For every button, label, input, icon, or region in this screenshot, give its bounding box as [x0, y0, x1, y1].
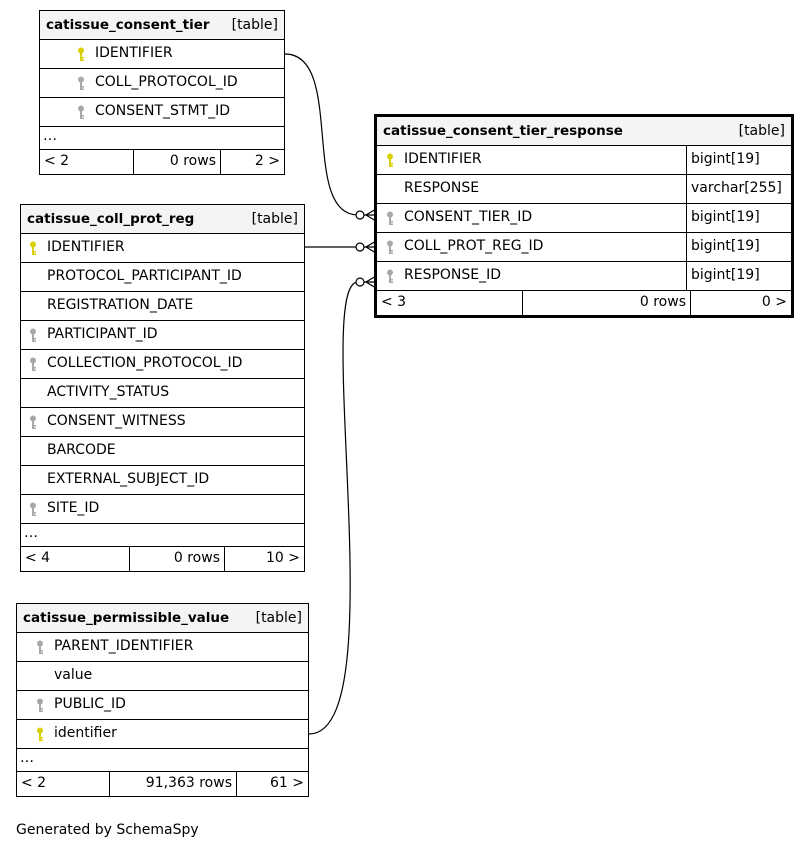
column-row[interactable] [21, 466, 304, 495]
column-name: CONSENT_WITNESS [47, 413, 186, 429]
column-name: COLL_PROT_REG_ID [404, 238, 544, 254]
column-type: bigint[19] [686, 262, 791, 290]
column-name: RESPONSE [404, 180, 480, 196]
column-row[interactable] [21, 292, 304, 321]
table-kind: [table] [251, 211, 298, 227]
column-name: REGISTRATION_DATE [47, 297, 194, 313]
table-header [21, 205, 304, 234]
column-name: PUBLIC_ID [54, 696, 126, 712]
row-count: 0 rows [133, 150, 220, 174]
table-header [40, 11, 284, 40]
parents-link[interactable]: < 3 [381, 294, 407, 310]
table-footer [17, 772, 308, 796]
foreign-key-icon [36, 640, 44, 655]
table-permissible-value[interactable] [16, 603, 309, 797]
column-name: PROTOCOL_PARTICIPANT_ID [47, 268, 242, 284]
table-footer [377, 291, 791, 315]
column-row[interactable] [17, 633, 308, 662]
foreign-key-icon [386, 211, 394, 226]
primary-key-icon [77, 47, 85, 62]
table-consent-tier-response[interactable] [374, 114, 794, 318]
column-name: COLLECTION_PROTOCOL_ID [47, 355, 243, 371]
edge-permissible-value [309, 282, 376, 734]
column-row[interactable] [17, 662, 308, 691]
primary-key-icon [36, 727, 44, 742]
table-kind: [table] [255, 610, 302, 626]
table-name[interactable]: catissue_coll_prot_reg [27, 211, 195, 227]
column-row[interactable] [17, 691, 308, 720]
column-type: bigint[19] [686, 146, 791, 174]
column-type: varchar[255] [686, 175, 791, 203]
column-row[interactable] [377, 146, 791, 175]
children-link[interactable]: 61 > [236, 772, 308, 796]
column-row[interactable] [377, 233, 791, 262]
more-columns: … [21, 524, 304, 547]
children-link[interactable]: 10 > [224, 547, 304, 571]
primary-key-icon [29, 241, 37, 256]
table-footer [21, 547, 304, 571]
foreign-key-icon [36, 698, 44, 713]
column-row[interactable] [21, 321, 304, 350]
column-row[interactable] [40, 69, 284, 98]
foreign-key-icon [29, 502, 37, 517]
table-header [377, 117, 791, 146]
column-name: value [54, 667, 93, 683]
primary-key-icon [386, 153, 394, 168]
column-row[interactable] [21, 350, 304, 379]
column-name: PARENT_IDENTIFIER [54, 638, 194, 654]
foreign-key-icon [29, 328, 37, 343]
foreign-key-icon [386, 240, 394, 255]
children-link[interactable]: 2 > [220, 150, 284, 174]
column-name: BARCODE [47, 442, 116, 458]
column-type: bigint[19] [686, 233, 791, 261]
foreign-key-icon [29, 415, 37, 430]
table-name[interactable]: catissue_permissible_value [23, 610, 230, 626]
column-row[interactable] [377, 204, 791, 233]
column-row[interactable] [40, 40, 284, 69]
table-header [17, 604, 308, 633]
table-kind: [table] [738, 123, 785, 139]
parents-link[interactable]: < 4 [25, 550, 51, 566]
column-name: CONSENT_TIER_ID [404, 209, 533, 225]
children-link[interactable]: 0 > [690, 291, 791, 315]
table-consent-tier[interactable] [39, 10, 285, 175]
column-name: PARTICIPANT_ID [47, 326, 158, 342]
column-name: IDENTIFIER [95, 45, 173, 61]
row-count: 0 rows [522, 291, 690, 315]
column-row[interactable] [21, 234, 304, 263]
parents-link[interactable]: < 2 [44, 153, 70, 169]
column-row[interactable] [377, 175, 791, 204]
table-footer [40, 150, 284, 174]
column-row[interactable] [21, 437, 304, 466]
column-name: CONSENT_STMT_ID [95, 103, 231, 119]
column-row[interactable] [21, 495, 304, 524]
foreign-key-icon [77, 76, 85, 91]
parents-link[interactable]: < 2 [21, 775, 47, 791]
row-count: 91,363 rows [109, 772, 236, 796]
more-columns: … [17, 749, 308, 772]
column-name: SITE_ID [47, 500, 100, 516]
column-name: EXTERNAL_SUBJECT_ID [47, 471, 210, 487]
foreign-key-icon [77, 105, 85, 120]
column-name: COLL_PROTOCOL_ID [95, 74, 238, 90]
schemaspy-credit: Generated by SchemaSpy [16, 822, 199, 838]
column-name: IDENTIFIER [47, 239, 125, 255]
column-row[interactable] [21, 379, 304, 408]
column-row[interactable] [21, 263, 304, 292]
edge-consent-tier [285, 54, 376, 215]
column-row[interactable] [40, 98, 284, 127]
foreign-key-icon [29, 357, 37, 372]
column-name: identifier [54, 725, 117, 741]
more-columns: … [40, 127, 284, 150]
column-row[interactable] [17, 720, 308, 749]
table-kind: [table] [231, 17, 278, 33]
column-name: RESPONSE_ID [404, 267, 502, 283]
column-row[interactable] [377, 262, 791, 291]
column-name: IDENTIFIER [404, 151, 482, 167]
column-row[interactable] [21, 408, 304, 437]
foreign-key-icon [386, 269, 394, 284]
column-type: bigint[19] [686, 204, 791, 232]
row-count: 0 rows [129, 547, 224, 571]
table-name[interactable]: catissue_consent_tier [46, 17, 210, 33]
column-name: ACTIVITY_STATUS [47, 384, 170, 400]
table-name[interactable]: catissue_consent_tier_response [383, 123, 623, 139]
table-coll-prot-reg[interactable] [20, 204, 305, 572]
